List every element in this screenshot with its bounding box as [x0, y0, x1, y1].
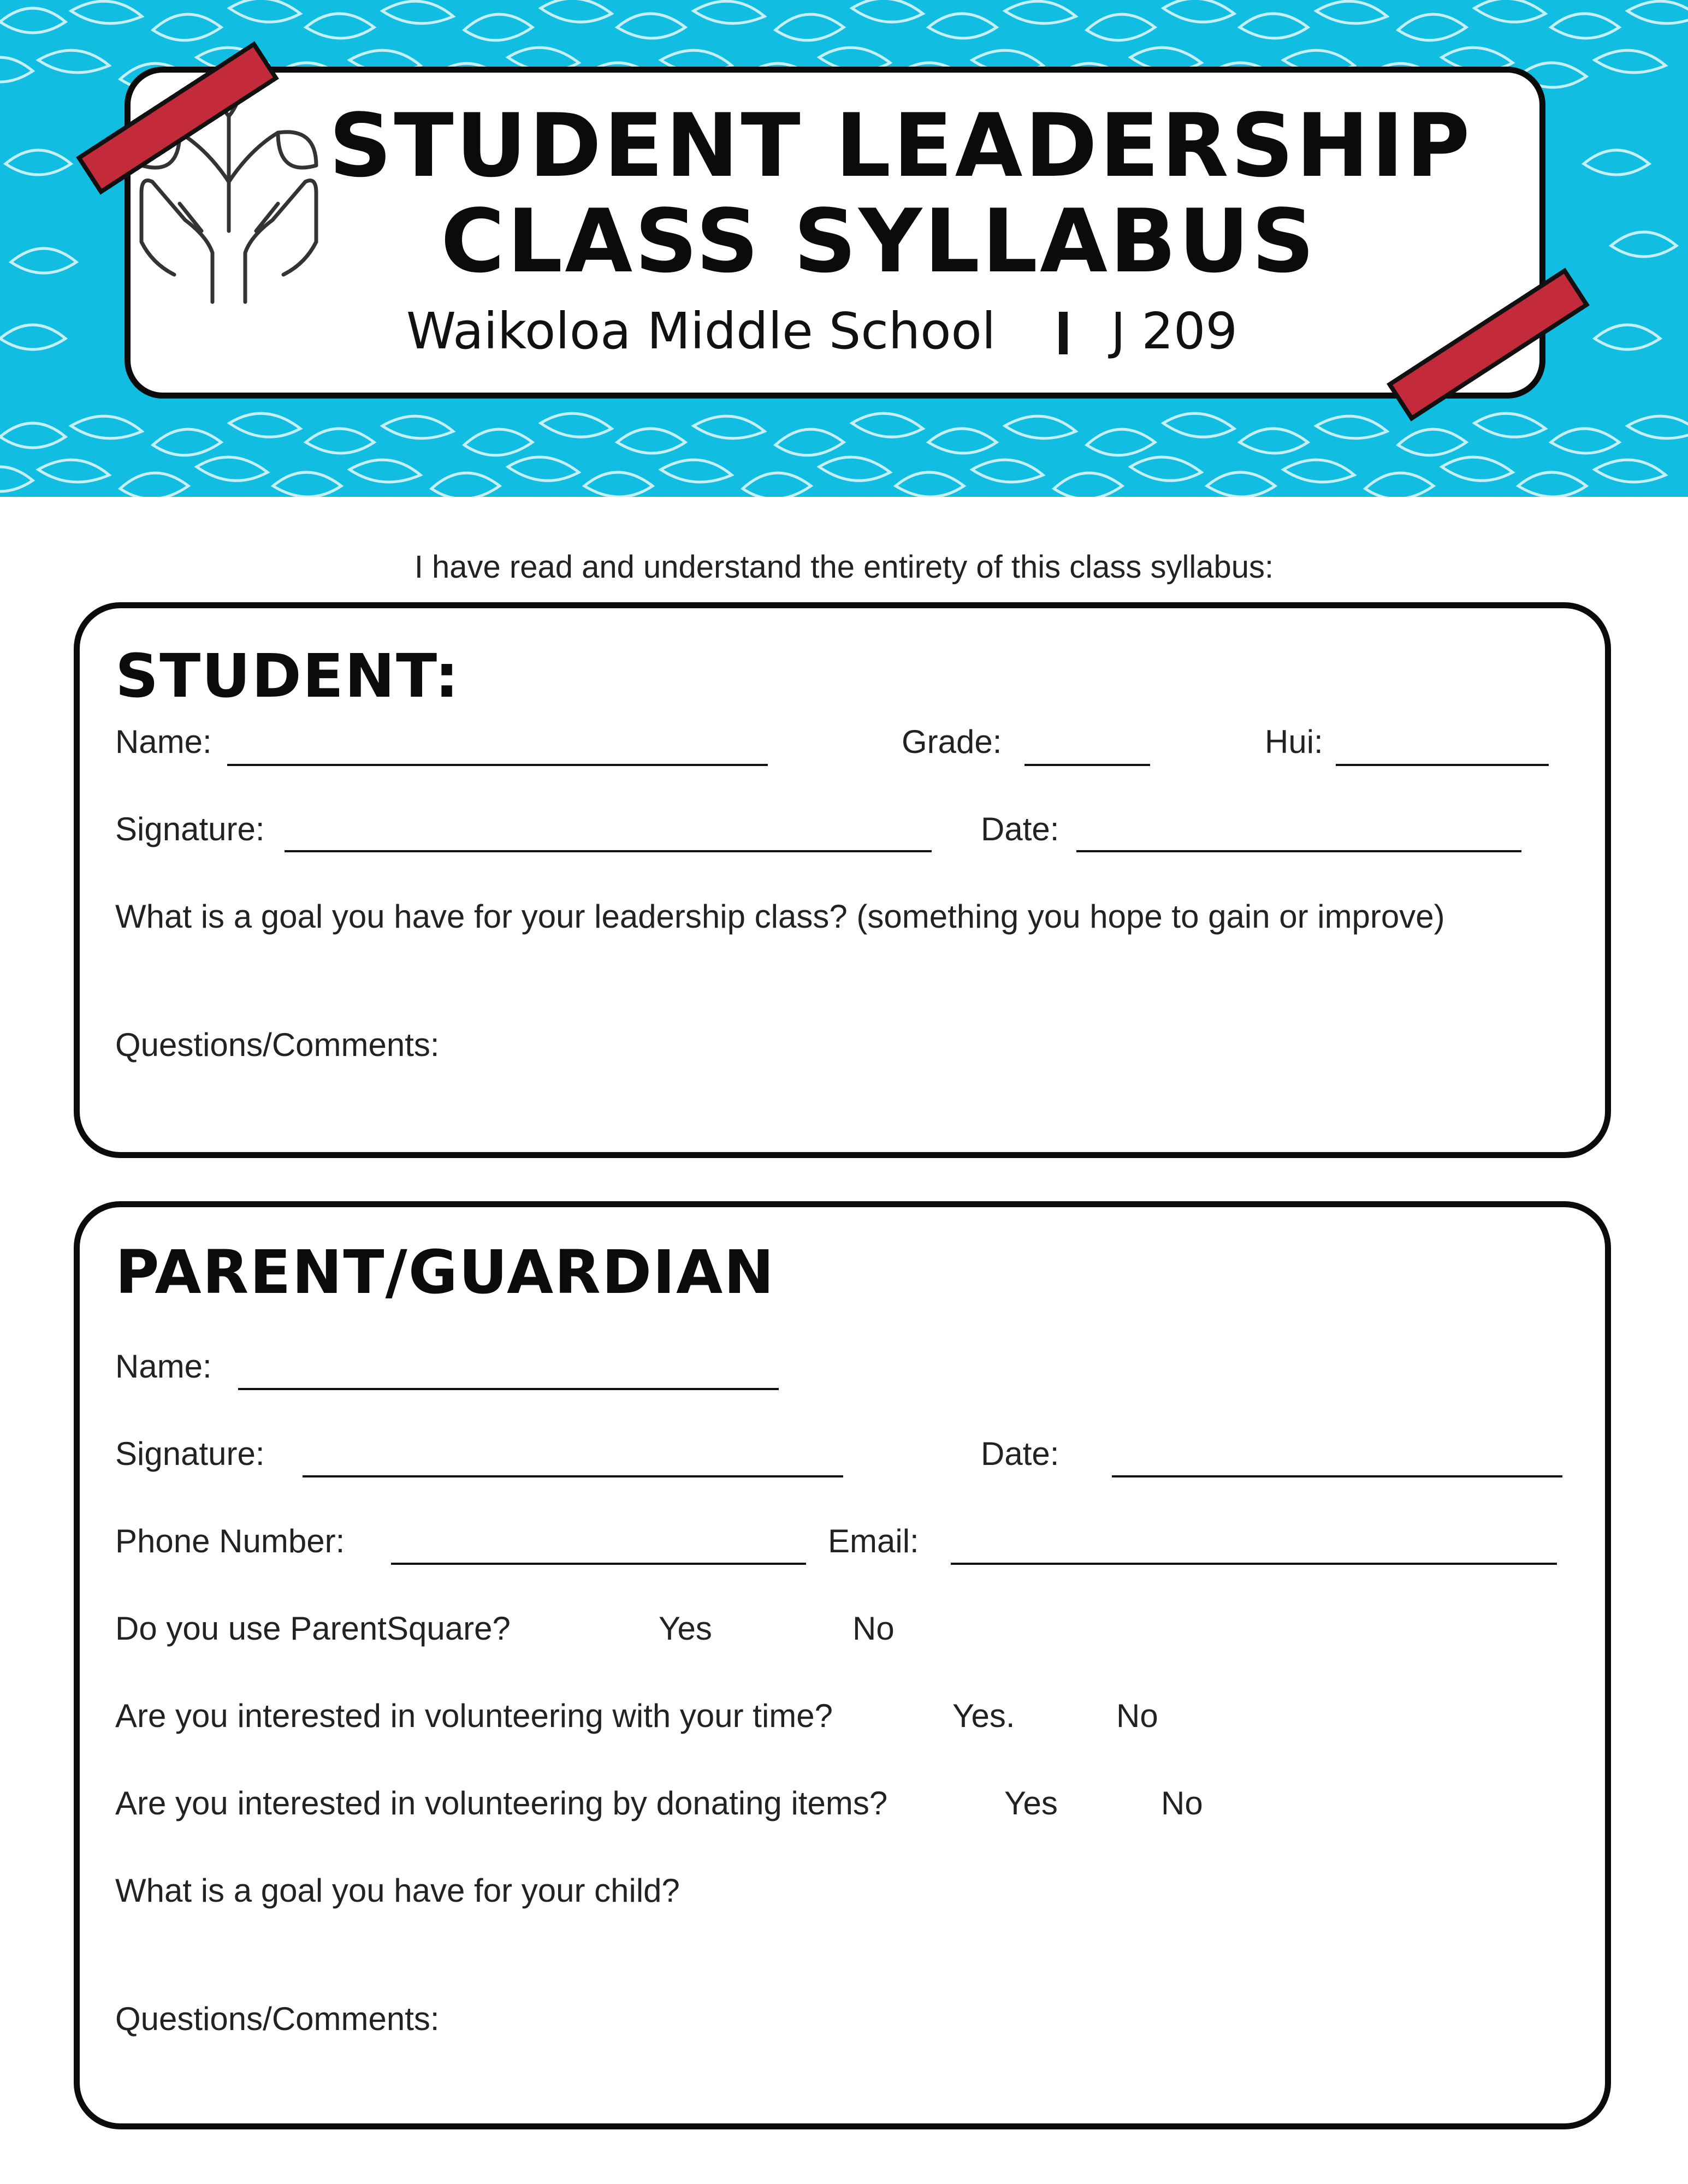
- parent-name-label: Name:: [115, 1348, 212, 1385]
- parentsquare-question: Do you use ParentSquare?: [115, 1610, 511, 1647]
- student-date-label: Date:: [981, 811, 1059, 847]
- student-date-field[interactable]: [1076, 850, 1521, 852]
- parentsquare-no-option[interactable]: No: [852, 1610, 895, 1647]
- student-signature-label: Signature:: [115, 811, 265, 847]
- volunteer-time-no-option[interactable]: No: [1116, 1698, 1158, 1734]
- parent-phone-label: Phone Number:: [115, 1523, 345, 1559]
- student-goal-question: What is a goal you have for your leadership class? (something you hope to gain or improve): [115, 898, 1445, 935]
- parent-email-label: Email:: [828, 1523, 919, 1559]
- parent-section-title: PARENT/GUARDIAN: [115, 1237, 775, 1307]
- parent-section: [74, 1201, 1611, 2129]
- student-hui-label: Hui:: [1265, 723, 1323, 760]
- parent-comments-label: Questions/Comments:: [115, 2001, 440, 2037]
- parent-email-field[interactable]: [951, 1563, 1557, 1565]
- volunteer-items-yes-option[interactable]: Yes: [1004, 1785, 1058, 1821]
- parent-signature-field[interactable]: [303, 1475, 843, 1477]
- student-comments-label: Questions/Comments:: [115, 1026, 440, 1063]
- parentsquare-yes-option[interactable]: Yes: [659, 1610, 712, 1647]
- parent-date-label: Date:: [981, 1435, 1059, 1472]
- room-number: J 209: [1111, 302, 1237, 360]
- student-name-label: Name:: [115, 723, 212, 760]
- student-grade-field[interactable]: [1024, 764, 1150, 766]
- acknowledgement-text: I have read and understand the entirety of this class syllabus:: [414, 549, 1274, 585]
- title-line-2: CLASS SYLLABUS: [440, 190, 1317, 292]
- parent-name-field[interactable]: [238, 1388, 779, 1390]
- school-name: Waikoloa Middle School: [406, 302, 996, 360]
- volunteer-time-yes-option[interactable]: Yes.: [952, 1698, 1015, 1734]
- student-hui-field[interactable]: [1336, 764, 1549, 766]
- volunteer-time-question: Are you interested in volunteering with your time?: [115, 1698, 833, 1734]
- title-card: [125, 67, 1545, 399]
- volunteer-items-question: Are you interested in volunteering by donating items?: [115, 1785, 888, 1821]
- parent-date-field[interactable]: [1112, 1475, 1562, 1477]
- student-section: [74, 602, 1611, 1158]
- parent-signature-label: Signature:: [115, 1435, 265, 1472]
- header-banner: [0, 0, 1688, 497]
- title-line-1: STUDENT LEADERSHIP: [329, 94, 1472, 197]
- student-name-field[interactable]: [227, 764, 768, 766]
- volunteer-items-no-option[interactable]: No: [1161, 1785, 1203, 1821]
- parent-goal-question: What is a goal you have for your child?: [115, 1872, 680, 1909]
- separator-bar: [1059, 312, 1068, 354]
- student-grade-label: Grade:: [902, 723, 1002, 760]
- student-section-title: STUDENT:: [115, 641, 460, 711]
- parent-phone-field[interactable]: [391, 1563, 806, 1565]
- student-signature-field[interactable]: [285, 850, 932, 852]
